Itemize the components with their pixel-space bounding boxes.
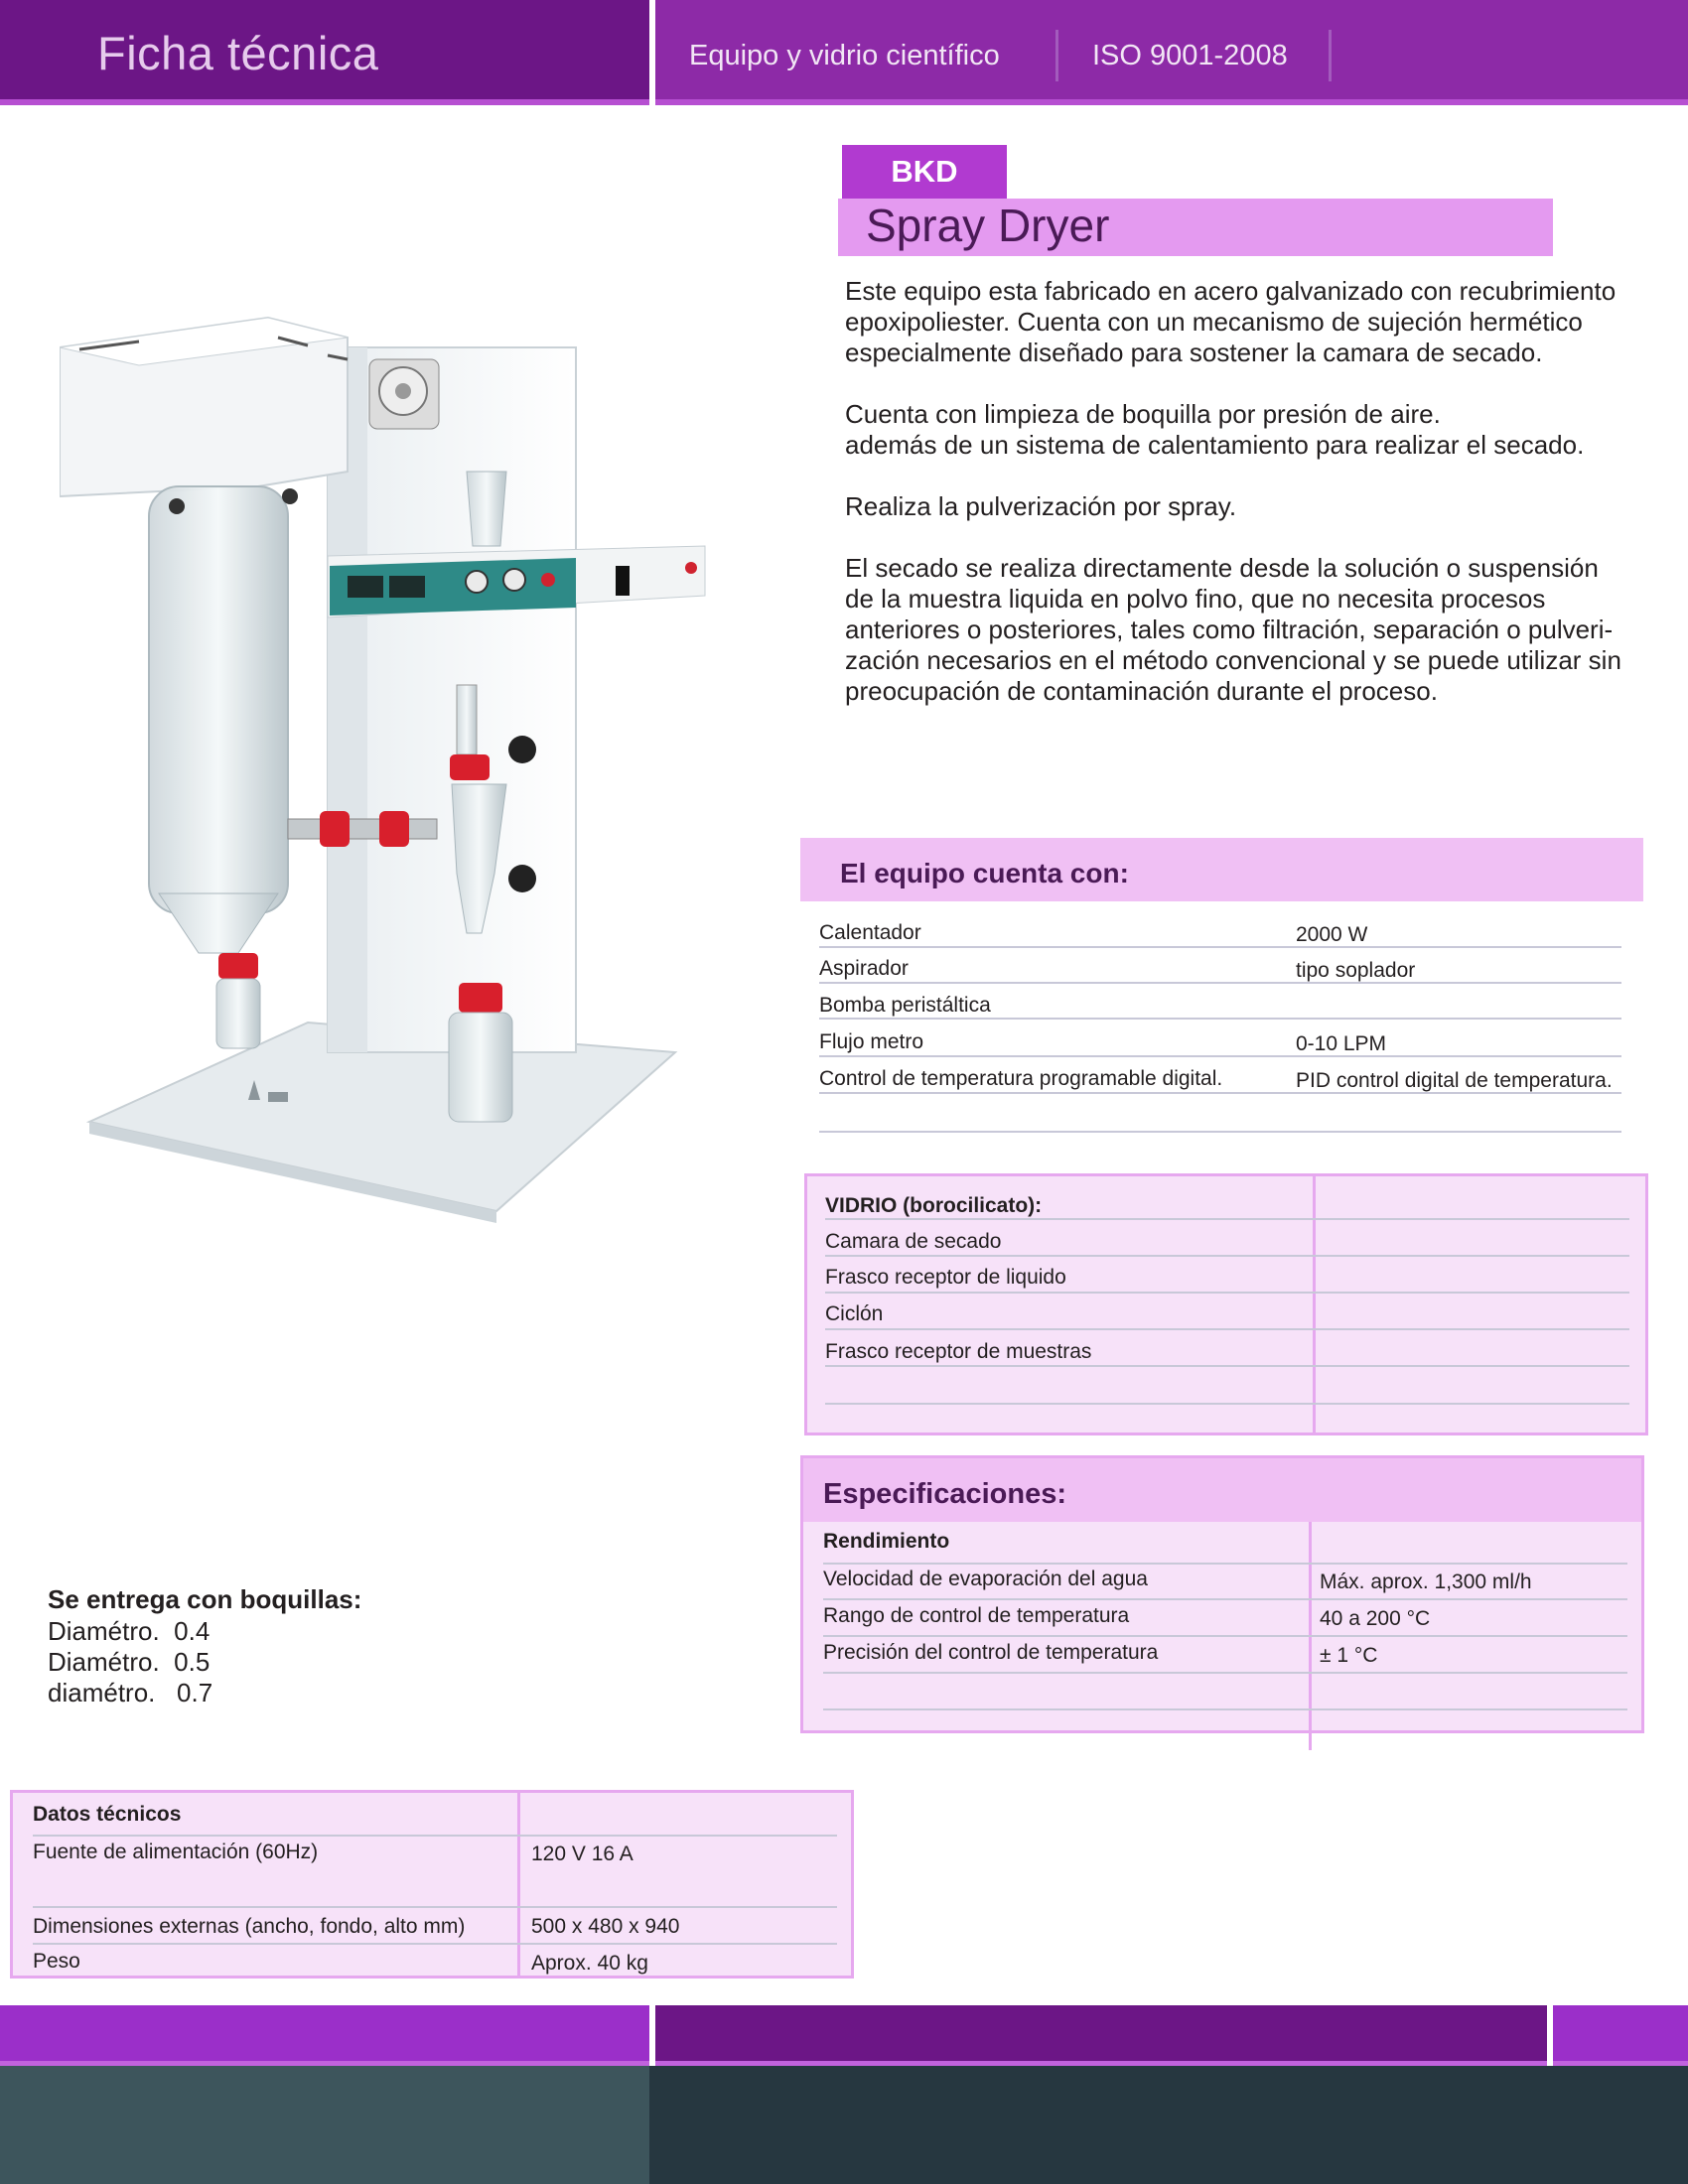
spray-dryer-image — [60, 298, 735, 1231]
header-title: Ficha técnica — [97, 27, 379, 79]
model-badge: BKD — [842, 145, 1007, 199]
specs-heading: Especificaciones: — [823, 1478, 1066, 1510]
row-rule — [825, 1255, 1629, 1257]
equipment-heading: El equipo cuenta con: — [840, 858, 1129, 888]
specs-heading-bar — [803, 1458, 1641, 1522]
specs-subheading: Rendimiento — [823, 1530, 950, 1553]
row-rule — [819, 1018, 1621, 1020]
nozzles-title: Se entrega con boquillas: — [48, 1584, 362, 1614]
equipment-value: 2000 W — [1296, 923, 1368, 946]
column-divider — [1313, 1176, 1316, 1433]
row-rule — [825, 1365, 1629, 1367]
footer-base — [649, 2066, 1688, 2184]
row-rule — [33, 1835, 837, 1837]
row-rule — [823, 1635, 1627, 1637]
footer-divider — [1547, 2005, 1553, 2066]
product-title: Spray Dryer — [866, 200, 1110, 251]
footer-divider — [649, 2005, 655, 2066]
spec-label: Precisión del control de temperatura — [823, 1641, 1159, 1664]
glass-heading: VIDRIO (borocilicato): — [825, 1194, 1043, 1217]
technical-data-panel — [10, 1790, 854, 1979]
footer-band — [655, 2005, 1547, 2061]
header-divider — [649, 0, 655, 105]
header-underline — [0, 99, 1688, 105]
technical-value: 120 V 16 A — [531, 1843, 633, 1865]
technical-label: Peso — [33, 1950, 80, 1973]
footer-band — [1553, 2005, 1688, 2061]
glass-item: Camara de secado — [825, 1230, 1002, 1253]
header-subtitle-iso: ISO 9001-2008 — [1092, 40, 1288, 71]
glass-item: Frasco receptor de liquido — [825, 1266, 1066, 1289]
equipment-value: 0-10 LPM — [1296, 1032, 1387, 1055]
row-rule — [819, 1055, 1621, 1057]
equipment-label: Control de temperatura programable digital. — [819, 1067, 1223, 1090]
row-rule — [823, 1598, 1627, 1600]
nozzle-item: Diamétro. 0.5 — [48, 1647, 211, 1677]
column-divider — [517, 1793, 520, 1976]
spec-value: 40 a 200 °C — [1320, 1607, 1431, 1630]
row-rule — [825, 1218, 1629, 1220]
spec-value: Máx. aprox. 1,300 ml/h — [1320, 1570, 1532, 1593]
specs-panel — [800, 1455, 1644, 1733]
row-rule — [825, 1328, 1629, 1330]
equipment-value: tipo soplador — [1296, 959, 1416, 982]
technical-value: Aprox. 40 kg — [531, 1952, 648, 1975]
technical-heading: Datos técnicos — [33, 1803, 182, 1826]
nozzle-item: Diamétro. 0.4 — [48, 1616, 211, 1646]
row-rule — [819, 946, 1621, 948]
equipment-label: Bomba peristáltica — [819, 994, 991, 1017]
equipment-heading-bar — [800, 838, 1643, 901]
row-rule — [823, 1672, 1627, 1674]
description-paragraph: Este equipo esta fabricado en acero galvanizado con recubrimiento epoxipoliester. Cuenta con un mecanismo de sujeción hermético especialmente diseñado para sostener la camara de secado. — [845, 276, 1617, 367]
footer-base — [0, 2066, 649, 2184]
header-separator — [1055, 30, 1058, 81]
technical-label: Dimensiones externas (ancho, fondo, alto mm) — [33, 1915, 466, 1938]
equipment-label: Flujo metro — [819, 1030, 924, 1053]
row-rule — [33, 1906, 837, 1908]
equipment-label: Calentador — [819, 921, 921, 944]
page-header — [0, 0, 1688, 105]
equipment-value: PID control digital de temperatura. — [1296, 1069, 1613, 1092]
nozzle-item: diamétro. 0.7 — [48, 1678, 213, 1707]
row-rule — [825, 1292, 1629, 1294]
row-rule — [823, 1563, 1627, 1565]
technical-label: Fuente de alimentación (60Hz) — [33, 1841, 319, 1863]
glass-item: Frasco receptor de muestras — [825, 1340, 1092, 1363]
description-paragraph: El secado se realiza directamente desde la solución o suspensión de la muestra liquida en polvo fino, que no necesita procesos anteriores o posteriores, tales como filtración, separación o pulveri- zación necesarios en el método convencional y se puede utilizar sin preocupación de contaminación durante el proceso. — [845, 553, 1621, 706]
row-rule — [825, 1403, 1629, 1405]
technical-value: 500 x 480 x 940 — [531, 1915, 680, 1938]
description-paragraph: Realiza la pulverización por spray. — [845, 491, 1237, 521]
description-paragraph: Cuenta con limpieza de boquilla por presión de aire. además de un sistema de calentamiento para realizar el secado. — [845, 399, 1585, 460]
row-rule — [823, 1708, 1627, 1710]
row-rule — [819, 1092, 1621, 1094]
equipment-label: Aspirador — [819, 957, 909, 980]
header-separator — [1329, 30, 1332, 81]
product-description — [845, 276, 1679, 738]
spec-value: ± 1 °C — [1320, 1644, 1378, 1667]
footer-band — [0, 2005, 649, 2061]
spec-label: Rango de control de temperatura — [823, 1604, 1130, 1627]
row-rule — [819, 982, 1621, 984]
glass-item: Ciclón — [825, 1302, 884, 1325]
row-rule — [33, 1943, 837, 1945]
header-subtitle-equipment: Equipo y vidrio científico — [689, 40, 1000, 71]
glass-panel — [804, 1173, 1648, 1435]
row-rule — [819, 1131, 1621, 1133]
spec-label: Velocidad de evaporación del agua — [823, 1568, 1148, 1590]
